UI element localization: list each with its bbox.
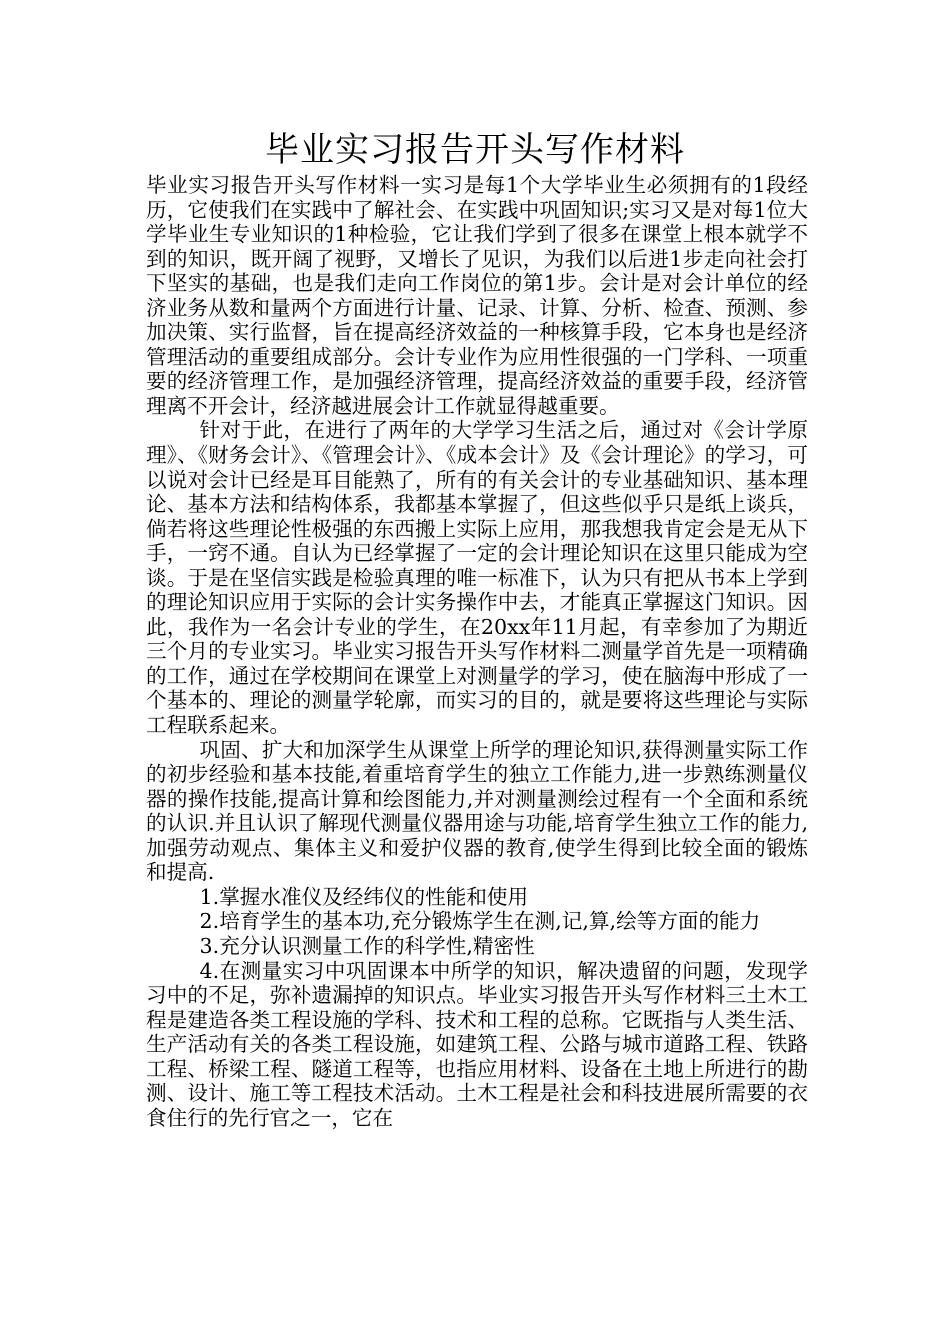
list-item-3: 3.充分认识测量工作的科学性,精密性 <box>199 933 535 958</box>
document-body <box>146 173 808 1130</box>
list-item-1: 1.掌握水准仪及经纬仪的性能和使用 <box>199 884 529 909</box>
list-item-4: 4.在测量实习中巩固课本中所学的知识，解决遗留的问题，发现学习中的不足，弥补遗漏掉的知识点。毕业实习报告开头写作材料三土木工程是建造各类工程设施的学科、技术和工程的总称。它既指与人类生活、生产活动有关的各类工程设施，如建筑工程、公路与城市道路工程、铁路工程、桥梁工程、隧道工程等，也指应用材料、设备在土地上所进行的勘测、设计、施工等工程技术活动。土木工程是社会和科技进展所需要的衣食住行的先行官之一，它在 <box>146 958 808 1130</box>
paragraph-3: 巩固、扩大和加深学生从课堂上所学的理论知识,获得测量实际工作的初步经验和基本技能,着重培育学生的独立工作能力,进一步熟练测量仪器的操作技能,提高计算和绘图能力,并对测量测绘过程有一个全面和系统的认识.并且认识了解现代测量仪器用途与功能,培育学生独立工作的能力,加强劳动观点、集体主义和爱护仪器的教育,使学生得到比较全面的锻炼和提高. <box>146 737 808 885</box>
paragraph-2: 针对于此，在进行了两年的大学学习生活之后，通过对《会计学原理》、《财务会计》、《管理会计》、《成本会计》及《会计理论》的学习，可以说对会计已经是耳目能熟了，所有的有关会计的专业基础知识、基本理论、基本方法和结构体系，我都基本掌握了，但这些似乎只是纸上谈兵，倘若将这些理论性极强的东西搬上实际上应用，那我想我肯定会是无从下手，一窍不通。自认为已经掌握了一定的会计理论知识在这里只能成为空谈。于是在坚信实践是检验真理的唯一标准下，认为只有把从书本上学到的理论知识应用于实际的会计实务操作中去，才能真正掌握这门知识。因此，我作为一名会计专业的学生，在20xx年11月起，有幸参加了为期近三个月的专业实习。毕业实习报告开头写作材料二测量学首先是一项精确的工作，通过在学校期间在课堂上对测量学的学习，使在脑海中形成了一个基本的、理论的测量学轮廓，而实习的目的，就是要将这些理论与实际工程联系起来。 <box>146 418 808 738</box>
paragraph-1: 毕业实习报告开头写作材料一实习是每1个大学毕业生必须拥有的1段经历，它使我们在实践中了解社会、在实践中巩固知识;实习又是对每1位大学毕业生专业知识的1种检验，它让我们学到了很多在课堂上根本就学不到的知识，既开阔了视野，又增长了见识，为我们以后进1步走向社会打下坚实的基础，也是我们走向工作岗位的第1步。会计是对会计单位的经济业务从数和量两个方面进行计量、记录、计算、分析、检查、预测、参加决策、实行监督，旨在提高经济效益的一种核算手段，它本身也是经济管理活动的重要组成部分。会计专业作为应用性很强的一门学科、一项重要的经济管理工作，是加强经济管理，提高经济效益的重要手段，经济管理离不开会计，经济越进展会计工作就显得越重要。 <box>146 173 808 418</box>
list-item-2: 2.培育学生的基本功,充分锻炼学生在测,记,算,绘等方面的能力 <box>199 909 761 934</box>
document-title: 毕业实习报告开头写作材料 <box>265 130 685 170</box>
